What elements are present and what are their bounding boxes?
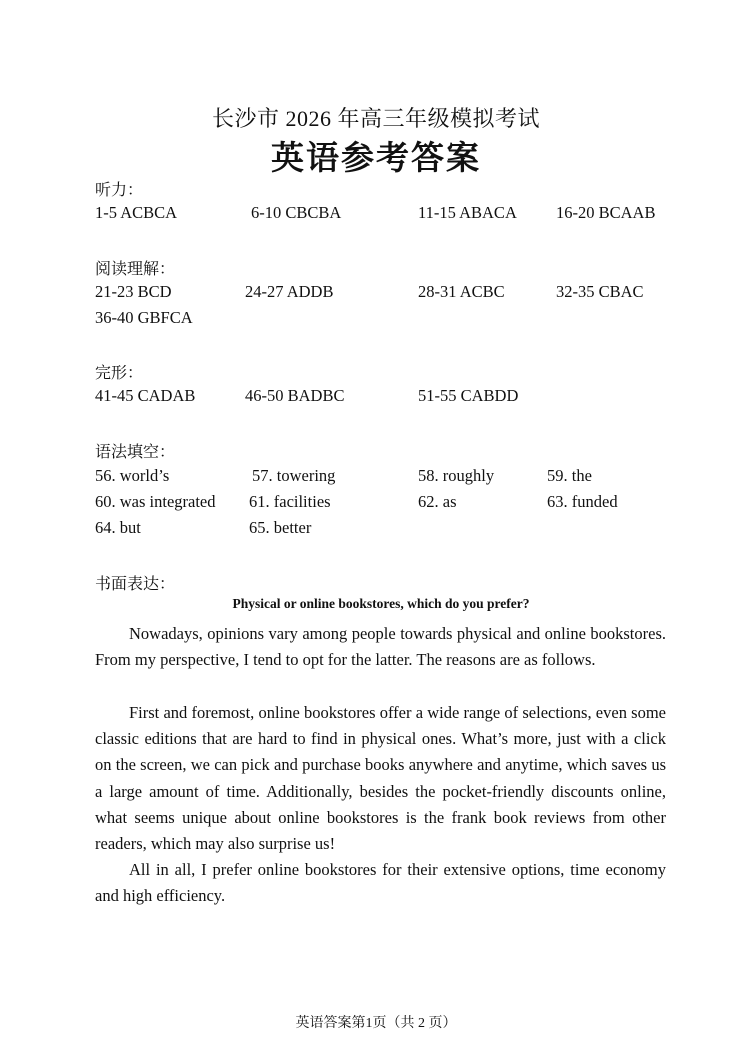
answer-item: 65. better [249, 518, 312, 537]
cloze-heading: 完形： [95, 365, 144, 382]
answer-group: 11-15 ABACA [418, 203, 517, 222]
answer-item: 56. world’s [95, 466, 170, 485]
essay-paragraph: First and foremost, online bookstores offer a wide range of selections, even some classic editions that are hard to find in physical ones. What’s more, just with a click on the screen, we can pick and purchase books anywhere and anytime, which saves us a large amount of time. Additionally, besides the pocket-friendly discounts online, what seems unique about online bookstores is the frank book reviews from other readers, which may also surprise us! [95, 703, 666, 854]
answer-group: 41-45 CADAB [95, 386, 196, 405]
answer-group: 6-10 CBCBA [251, 203, 342, 222]
essay-paragraph: Nowadays, opinions vary among people towards physical and online bookstores. From my perspective, I tend to opt for the latter. The reasons are as follows. [95, 624, 666, 670]
answer-group: 32-35 CBAC [556, 282, 644, 301]
answer-item: 59. the [547, 466, 592, 485]
answer-item: 62. as [418, 492, 457, 511]
document-title: 英语参考答案 [271, 141, 481, 177]
cloze-answers-row [0, 386, 752, 410]
listening-heading: 听力： [95, 182, 144, 199]
writing-heading: 书面表达： [95, 576, 176, 593]
page-footer: 英语答案第1页（共 2 页） [295, 1016, 457, 1031]
answer-group: 28-31 ACBC [418, 282, 505, 301]
answer-group: 21-23 BCD [95, 282, 172, 301]
listening-answers-row [0, 203, 752, 227]
answer-group: 24-27 ADDB [245, 282, 334, 301]
reading-answers-row [0, 308, 752, 332]
answer-group: 46-50 BADBC [245, 386, 345, 405]
answer-item: 61. facilities [249, 492, 331, 511]
grammar-heading: 语法填空： [95, 444, 176, 461]
answer-group: 36-40 GBFCA [95, 308, 193, 327]
reading-answers-row [0, 282, 752, 306]
answer-group: 16-20 BCAAB [556, 203, 656, 222]
answer-item: 60. was integrated [95, 492, 216, 511]
answer-group: 51-55 CABDD [418, 386, 519, 405]
answer-group: 1-5 ACBCA [95, 203, 178, 222]
grammar-answers-row [0, 518, 752, 542]
reading-heading: 阅读理解： [95, 261, 176, 278]
answer-item: 58. roughly [418, 466, 495, 485]
essay-title: Physical or online bookstores, which do you prefer? [232, 596, 530, 611]
grammar-answers-row [0, 466, 752, 490]
essay-paragraph: All in all, I prefer online bookstores for their extensive options, time economy and high efficiency. [95, 860, 666, 906]
answer-item: 57. towering [252, 466, 336, 485]
answer-item: 63. funded [547, 492, 618, 511]
answer-item: 64. but [95, 518, 141, 537]
grammar-answers-row [0, 492, 752, 516]
exam-title: 长沙市 2026 年高三年级模拟考试 [211, 106, 540, 131]
